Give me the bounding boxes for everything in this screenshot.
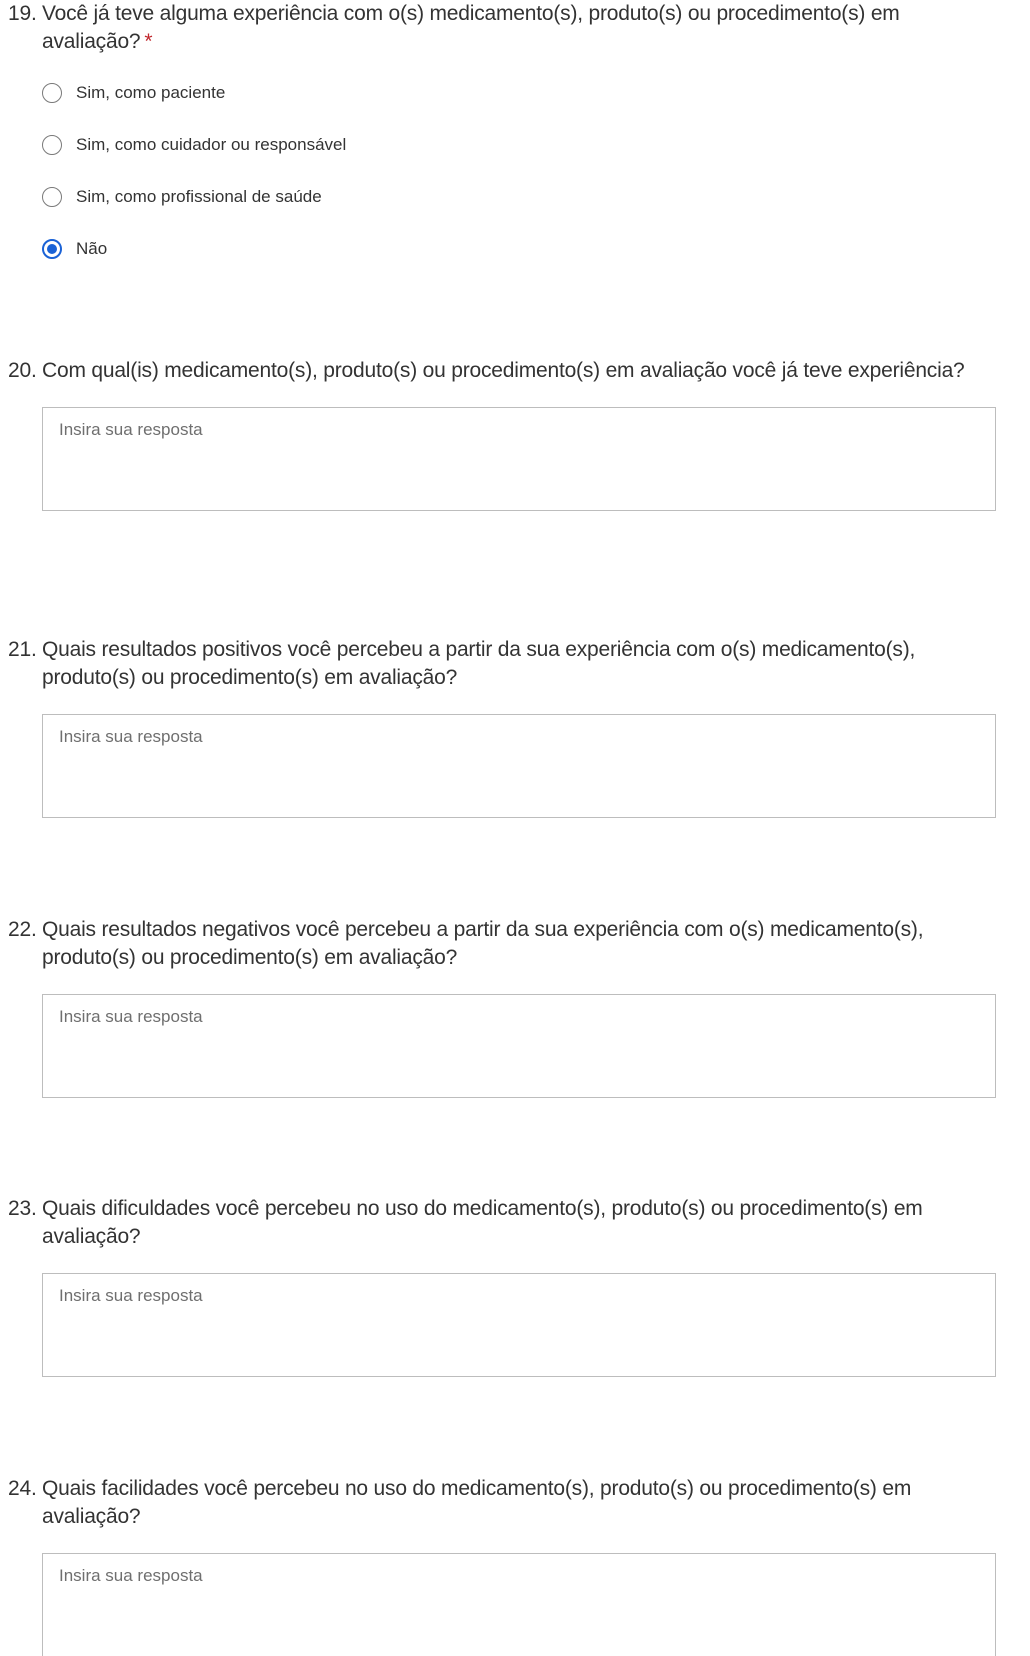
answer-field[interactable] — [42, 1273, 996, 1377]
answer-input[interactable] — [43, 1274, 995, 1376]
question-23 — [0, 1195, 1030, 1377]
radio-selected-dot — [47, 244, 57, 254]
question-number: 23. — [8, 1197, 37, 1220]
radio-button[interactable] — [42, 187, 62, 207]
radio-option-label: Sim, como profissional de saúde — [76, 187, 322, 206]
question-text: Quais facilidades você percebeu no uso do medicamento(s), produto(s) ou procedimento(s) em avaliação? — [42, 1477, 912, 1528]
radio-group — [42, 80, 1030, 262]
answer-field[interactable] — [42, 714, 996, 818]
answer-field[interactable] — [42, 994, 996, 1098]
radio-option-label: Não — [76, 239, 108, 258]
question-title — [8, 1195, 1002, 1251]
question-text: Quais resultados negativos você percebeu a partir da sua experiência com o(s) medicamento(s), produto(s) ou procedimento(s) em avaliação? — [42, 918, 924, 969]
question-number: 19. — [8, 2, 37, 25]
question-text: Com qual(is) medicamento(s), produto(s) ou procedimento(s) em avaliação você já teve experiência? — [42, 359, 965, 382]
answer-field[interactable] — [42, 1553, 996, 1656]
radio-option-sim-cuidador[interactable] — [42, 132, 1030, 158]
radio-button-selected[interactable] — [42, 239, 62, 259]
radio-option-sim-paciente[interactable] — [42, 80, 1030, 106]
question-21 — [0, 636, 1030, 818]
question-title — [8, 357, 1002, 385]
question-24 — [0, 1475, 1030, 1656]
answer-input[interactable] — [43, 715, 995, 817]
question-number: 21. — [8, 638, 37, 661]
question-title — [8, 0, 1002, 56]
radio-option-nao[interactable] — [42, 236, 1030, 262]
question-text: Quais dificuldades você percebeu no uso do medicamento(s), produto(s) ou procedimento(s) em avaliação? — [42, 1197, 923, 1248]
answer-input[interactable] — [43, 408, 995, 510]
radio-button[interactable] — [42, 83, 62, 103]
question-20 — [0, 357, 1030, 511]
question-text: Você já teve alguma experiência com o(s) medicamento(s), produto(s) ou procedimento(s) em avaliação? — [42, 2, 900, 53]
answer-input[interactable] — [43, 995, 995, 1097]
question-number: 20. — [8, 359, 37, 382]
radio-option-sim-profissional[interactable] — [42, 184, 1030, 210]
question-text: Quais resultados positivos você percebeu a partir da sua experiência com o(s) medicamento(s), produto(s) ou procedimento(s) em avaliação? — [42, 638, 916, 689]
question-22 — [0, 916, 1030, 1098]
required-mark: * — [144, 30, 153, 53]
answer-field[interactable] — [42, 407, 996, 511]
radio-button[interactable] — [42, 135, 62, 155]
question-number: 22. — [8, 918, 37, 941]
question-title — [8, 916, 1002, 972]
radio-option-label: Sim, como cuidador ou responsável — [76, 135, 347, 154]
question-title — [8, 636, 1002, 692]
radio-option-label: Sim, como paciente — [76, 83, 226, 102]
answer-input[interactable] — [43, 1554, 995, 1656]
question-19 — [0, 0, 1030, 288]
question-title — [8, 1475, 1002, 1531]
question-number: 24. — [8, 1477, 37, 1500]
